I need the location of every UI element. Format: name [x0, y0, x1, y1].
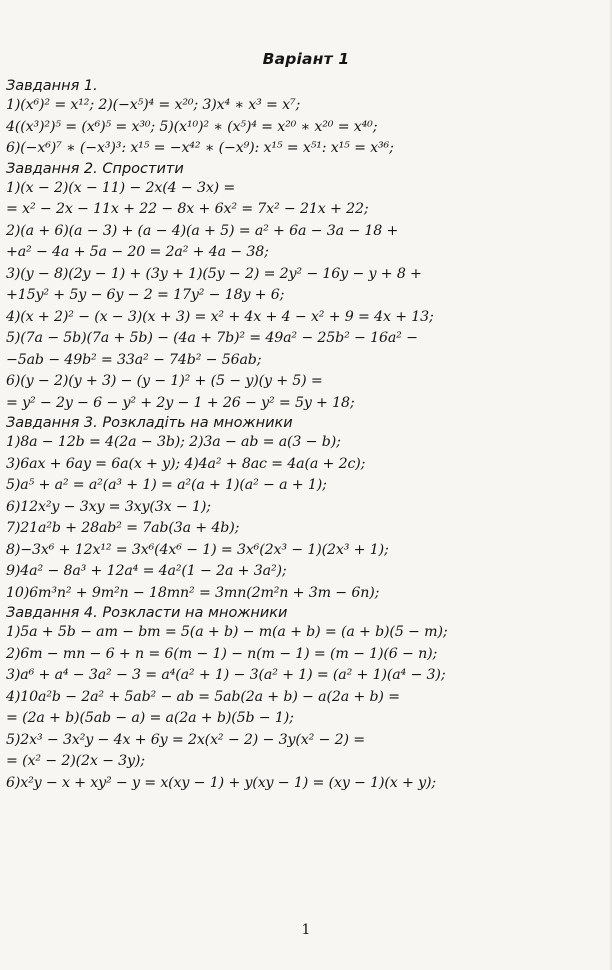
- task-2-line: 5)(7a − 5b)(7a + 5b) − (4a + 7b)² = 49a² − 25b² − 16a² −: [6, 330, 418, 346]
- task-3-line: 3)6ax + 6ay = 6a(x + y); 4)4a² + 8ac = 4a(a + 2c);: [6, 455, 366, 472]
- task-4-title: Завдання 4. Розкласти на множники: [6, 605, 288, 621]
- task-2-line: +15y² + 5y − 6y − 2 = 17y² − 18y + 6;: [6, 287, 285, 303]
- task-4-line: = (x² − 2)(2x − 3y);: [6, 753, 145, 769]
- task-2-line: +a² − 4a + 5a − 20 = 2a² + 4a − 38;: [6, 244, 269, 260]
- task-4-line: 1)5a + 5b − am − bm = 5(a + b) − m(a + b) = (a + b)(5 − m);: [6, 624, 448, 640]
- task-4-line: = (2a + b)(5ab − a) = a(2a + b)(5b − 1);: [6, 710, 294, 726]
- task-1-line: 4((x³)²)⁵ = (x⁶)⁵ = x³⁰; 5)(x¹⁰)² ∗ (x⁵)⁴ = x²⁰ ∗ x²⁰ = x⁴⁰;: [6, 118, 378, 135]
- task-4: [6, 604, 606, 794]
- task-2: [6, 160, 606, 415]
- task-3-line: 6)12x²y − 3xy = 3xy(3x − 1);: [6, 498, 211, 515]
- task-3-line: 10)6m³n² + 9m²n − 18mn² = 3mn(2m²n + 3m − 6n);: [6, 584, 380, 601]
- task-3: [6, 414, 606, 604]
- task-2-line: = y² − 2y − 6 − y² + 2y − 1 + 26 − y² = 5y + 18;: [6, 394, 355, 411]
- task-2-line: 1)(x − 2)(x − 11) − 2x(4 − 3x) =: [6, 179, 236, 196]
- task-2-title: Завдання 2. Спростити: [6, 160, 184, 177]
- task-3-line: 9)4a² − 8a³ + 12a⁴ = 4a²(1 − 2a + 3a²);: [6, 563, 287, 579]
- tasks-content: [6, 77, 606, 794]
- task-4-line: 5)2x³ − 3x²y − 4x + 6y = 2x(x² − 2) − 3y(x² − 2) =: [6, 731, 365, 748]
- task-2-line: 3)(y − 8)(2y − 1) + (3y + 1)(5y − 2) = 2y² − 16y − y + 8 +: [6, 265, 422, 282]
- task-1-line: 6)(−x⁶)⁷ ∗ (−x³)³: x¹⁵ = −x⁴² ∗ (−x⁹): x¹⁵ = x⁵¹: x¹⁵ = x³⁶;: [6, 140, 394, 156]
- task-4-line: 6)x²y − x + xy² − y = x(xy − 1) + y(xy − 1) = (xy − 1)(x + y);: [6, 774, 436, 791]
- task-4-line: 4)10a²b − 2a² + 5ab² − ab = 5ab(2a + b) − a(2a + b) =: [6, 688, 400, 705]
- task-3-line: 8)−3x⁶ + 12x¹² = 3x⁶(4x⁶ − 1) = 3x⁶(2x³ − 1)(2x³ + 1);: [6, 541, 389, 558]
- page-number: 1: [301, 922, 311, 938]
- task-2-line: −5ab − 49b² = 33a² − 74b² − 56ab;: [6, 351, 262, 368]
- task-1-title: Завдання 1.: [6, 78, 98, 94]
- task-1-line: 1)(x⁶)² = x¹²; 2)(−x⁵)⁴ = x²⁰; 3)x⁴ ∗ x³ = x⁷;: [6, 97, 301, 113]
- task-1: [6, 77, 606, 160]
- task-2-line: 6)(y − 2)(y + 3) − (y − 1)² + (5 − y)(y + 5) =: [6, 373, 323, 389]
- task-2-line: 2)(a + 6)(a − 3) + (a − 4)(a + 5) = a² + 6a − 3a − 18 +: [6, 222, 399, 239]
- variant-title: Варіант 1: [262, 50, 350, 68]
- task-2-line: 4)(x + 2)² − (x − 3)(x + 3) = x² + 4x + 4 − x² + 9 = 4x + 13;: [6, 308, 434, 325]
- task-3-title: Завдання 3. Розкладіть на множники: [6, 415, 293, 431]
- task-4-line: 2)6m − mn − 6 + n = 6(m − 1) − n(m − 1) = (m − 1)(6 − n);: [6, 645, 438, 662]
- task-4-line: 3)a⁶ + a⁴ − 3a² − 3 = a⁴(a² + 1) − 3(a² + 1) = (a² + 1)(a⁴ − 3);: [6, 667, 446, 683]
- task-3-line: 1)8a − 12b = 4(2a − 3b); 2)3a − ab = a(3 − b);: [6, 434, 341, 450]
- task-3-line: 7)21a²b + 28ab² = 7ab(3a + 4b);: [6, 520, 240, 536]
- task-2-line: = x² − 2x − 11x + 22 − 8x + 6x² = 7x² − 21x + 22;: [6, 201, 369, 217]
- task-3-line: 5)a⁵ + a² = a²(a³ + 1) = a²(a + 1)(a² − a + 1);: [6, 477, 327, 493]
